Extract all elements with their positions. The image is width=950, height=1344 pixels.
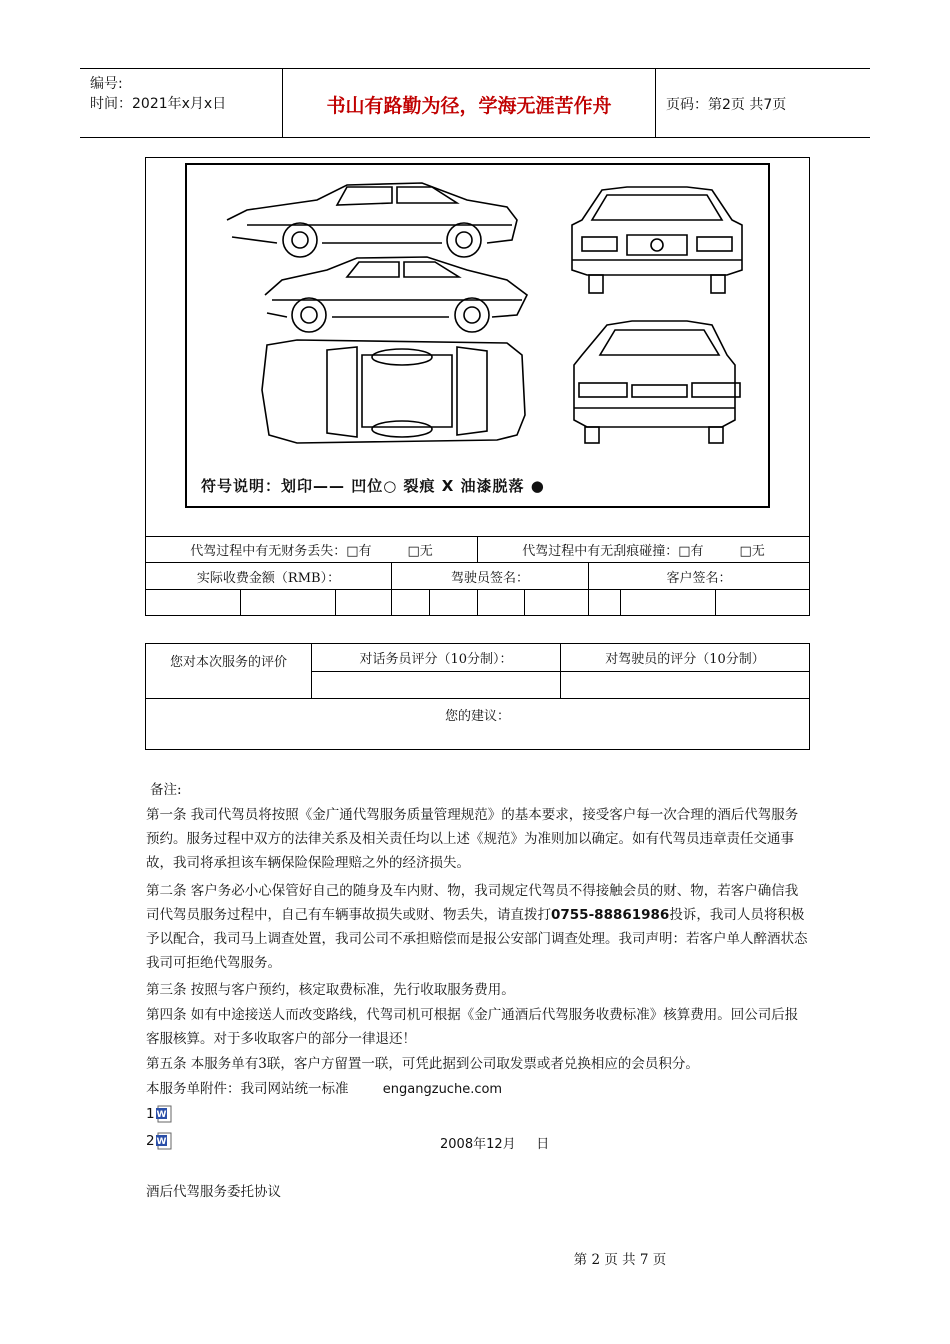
note-article-1: 第一条 我司代驾员将按照《金广通代驾服务质量管理规范》的基本要求，接受客户每一次合理的酒后代驾服务预约。服务过程中双方的法律关系及相关责任均以上述《规范》为准则加以确定。如有代驾员违章责任交通事故，我司将承担该车辆保险保险理赔之外的经济损失。 xyxy=(146,807,799,871)
attachment-label: 本服务单附件：我司网站统一标准 xyxy=(146,1081,349,1097)
car-outlines-image xyxy=(187,165,768,506)
scratch-question-cell xyxy=(477,536,810,563)
word-document-icon[interactable] xyxy=(155,1105,173,1123)
note-article-2-part-b: 投诉，我司人员将积极予以配合，我司马上调查处置，我司公司不承担赔偿而是报公安部门调查处理。我司声明：若客户单人醉酒状态我司可拒绝代驾服务。 xyxy=(146,907,808,971)
scratch-no: □无 xyxy=(739,544,765,559)
blank-cell[interactable] xyxy=(477,589,525,616)
symbol-legend: 符号说明：划印—— 凹位○ 裂痕 X 油漆脱落 ● xyxy=(201,477,545,495)
signing-date: 2008年12月 日 xyxy=(440,1137,550,1152)
loss-question: 代驾过程中有无财务丢失：□有 xyxy=(190,544,372,559)
car-side-view-1 xyxy=(227,183,517,257)
number-label: 编号: xyxy=(90,76,123,92)
blank-cell[interactable] xyxy=(145,589,241,616)
car-rear-view xyxy=(574,321,740,443)
driver-score-input[interactable] xyxy=(560,671,810,699)
note-article-2-part-a: 第二条 客户务必小心保管好自己的随身及车内财、物，我司规定代驾员不得接触会员的财、物，若客户确信我司代驾员服务过程中，自己有车辆事故损失或财、物丢失，请直拨打 xyxy=(146,883,799,923)
operator-score-cell xyxy=(311,643,561,672)
driver-score-label: 对驾驶员的评分（10分制） xyxy=(605,652,765,667)
attachment-2-number: 2 xyxy=(146,1133,155,1149)
note-article-3: 第三条 按照与客户预约，核定取费标准，先行收取服务费用。 xyxy=(146,982,515,998)
attachment-1-number: 1 xyxy=(146,1106,155,1122)
complaint-phone: 0755-88861986 xyxy=(551,907,670,923)
attachment-line xyxy=(146,1077,811,1102)
fee-label: 实际收费金额（RMB）： xyxy=(196,570,341,586)
svg-text:W: W xyxy=(156,1137,167,1147)
note-article-5: 第五条 本服务单有3联，客户方留置一联，可凭此据到公司取发票或者兑换相应的会员积分。 xyxy=(146,1056,699,1072)
customer-sign-label: 客户签名： xyxy=(666,570,732,586)
blank-cell[interactable] xyxy=(715,589,810,616)
driver-score-cell xyxy=(560,643,810,672)
attachment-1[interactable] xyxy=(146,1102,811,1126)
note-article-2 xyxy=(146,879,811,975)
operator-score-input[interactable] xyxy=(311,671,561,699)
car-side-view-2 xyxy=(265,257,527,332)
vehicle-damage-diagram xyxy=(185,163,770,508)
agreement-title: 酒后代驾服务委托协议 xyxy=(146,1184,281,1200)
blank-cell[interactable] xyxy=(620,589,716,616)
suggestion-cell[interactable] xyxy=(145,698,810,750)
rating-label-cell xyxy=(145,643,312,699)
header-page-cell xyxy=(656,69,870,137)
blank-cell[interactable] xyxy=(240,589,336,616)
driver-sign-cell xyxy=(391,562,589,590)
blank-cell[interactable] xyxy=(429,589,478,616)
page-footer xyxy=(0,1248,950,1268)
loss-no: □无 xyxy=(407,544,433,559)
scratch-question: 代驾过程中有无刮痕碰撞：□有 xyxy=(522,544,704,559)
page-header xyxy=(80,68,870,138)
motto: 书山有路勤为径，学海无涯苦作舟 xyxy=(326,95,612,117)
svg-text:W: W xyxy=(156,1110,167,1120)
driver-sign-label: 驾驶员签名： xyxy=(450,570,529,586)
header-motto-cell xyxy=(283,69,656,137)
note-article-4: 第四条 如有中途接送人而改变路线，代驾司机可根据《金广通酒后代驾服务收费标准》核算费用。回公司后报客服核算。对于多收取客户的部分一律退还！ xyxy=(146,1007,799,1047)
blank-cell[interactable] xyxy=(588,589,621,616)
blank-cell[interactable] xyxy=(335,589,392,616)
fee-label-cell xyxy=(145,562,392,590)
page-label: 页码：第2页 共7页 xyxy=(666,97,787,113)
car-top-view xyxy=(262,340,525,443)
time-label: 时间：2021年x月x日 xyxy=(90,96,227,112)
car-front-view xyxy=(572,187,742,293)
header-meta xyxy=(80,69,283,137)
notes-title: 备注: xyxy=(150,782,182,798)
rating-label: 您对本次服务的评价 xyxy=(169,655,287,670)
suggestion-label: 您的建议： xyxy=(444,709,510,724)
website[interactable]: engangzuche.com xyxy=(382,1082,503,1097)
blank-cell[interactable] xyxy=(391,589,430,616)
footer-page-number: 第 2 页 共 7 页 xyxy=(573,1252,667,1268)
word-document-icon[interactable] xyxy=(155,1132,173,1150)
loss-question-cell xyxy=(145,536,478,563)
operator-score-label: 对话务员评分（10分制）： xyxy=(359,652,513,667)
blank-cell[interactable] xyxy=(524,589,589,616)
customer-sign-cell xyxy=(588,562,810,590)
